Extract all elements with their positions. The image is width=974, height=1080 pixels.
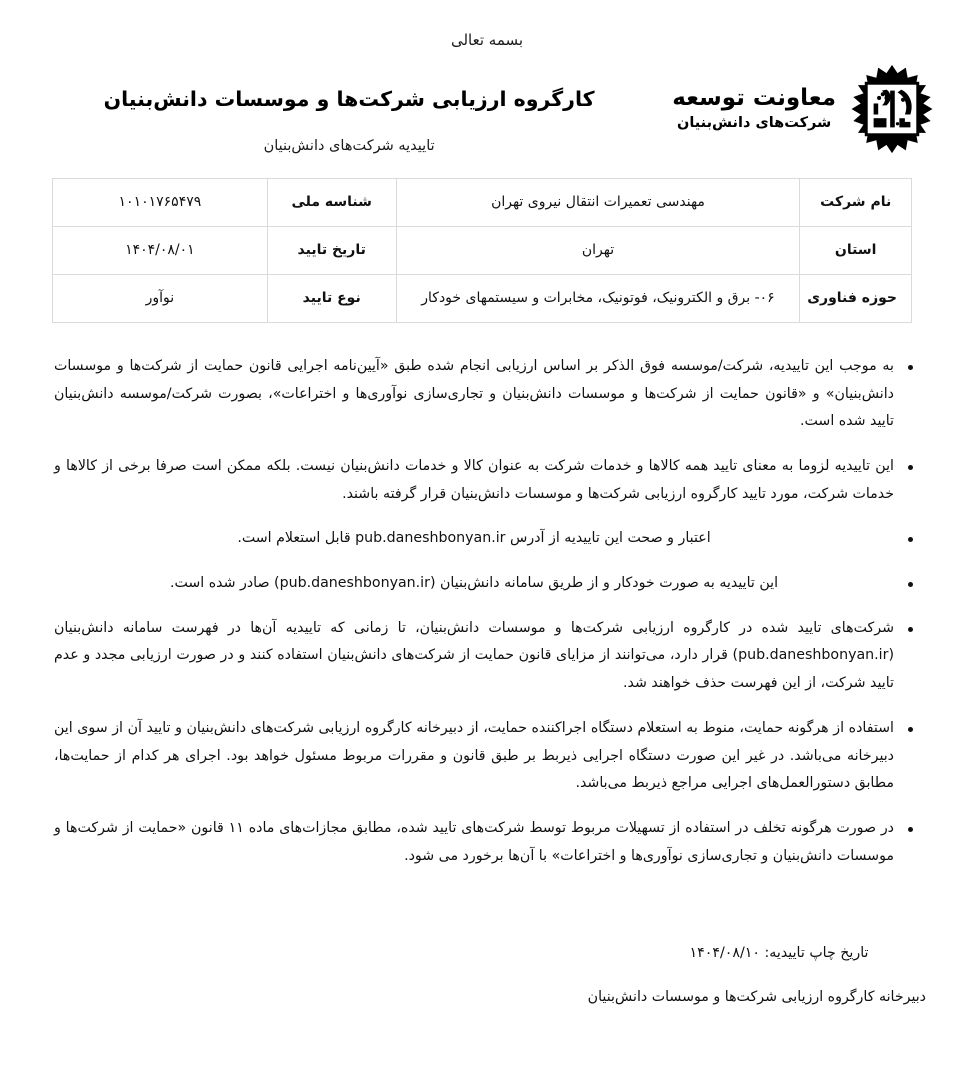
field-label-company-name: نام شرکت [800,178,912,226]
list-item: این تاییدیه لزوما به معنای تایید همه کالاها و خدمات شرکت به عنوان کالا و خدمات دانش‌بنیان نیست. بلکه ممکن است صرفا برخی از کالاها و خدمات شرکت، مورد تایید کارگروه ارزیابی شرکت‌ها و موسسات دانش‌بنیان قرار گرفته باشند. [54,453,916,508]
organization-name [672,84,836,135]
terms-list-section [0,323,974,870]
field-label-approval-date: تاریخ تایید [267,226,396,274]
document-footer [0,887,974,1013]
field-value-technology-field: ۰۶- برق و الکترونیک، فوتونیک، مخابرات و سیستمهای خودکار [396,274,800,322]
table-row [53,274,912,322]
field-value-company-name: مهندسی تعمیرات انتقال نیروی تهران [396,178,800,226]
page-subtitle: تاییدیه شرکت‌های دانش‌بنیان [263,137,435,154]
list-item: این تاییدیه به صورت خودکار و از طریق سامانه دانش‌بنیان (pub.daneshbonyan.ir) صادر شده است. [54,570,916,598]
print-date-line: تاریخ چاپ تاییدیه: ۱۴۰۴/۰۸/۱۰ [689,945,869,962]
list-item: اعتبار و صحت این تاییدیه از آدرس pub.daneshbonyan.ir قابل استعلام است. [54,525,916,553]
field-label-technology-field: حوزه فناوری [800,274,912,322]
company-info-table [52,178,912,323]
list-item: استفاده از هرگونه حمایت، منوط به استعلام دستگاه اجراکننده حمایت، از دبیرخانه کارگروه ارزیابی شرکت‌های دانش‌بنیان و تایید آن از سوی این دبیرخانه می‌باشد. در غیر این صورت دستگاه اجرایی ذیربط بر طبق قانون و مقررات مربوط مسئول خواهد بود. اجرای هر کدام از حمایت‌ها، مطابق دستورالعمل‌های اجرایی مراجع ذیربط می‌باشد. [54,715,916,798]
field-value-approval-date: ۱۴۰۴/۰۸/۰۱ [53,226,268,274]
organization-name-line1: معاونت توسعه [672,84,836,111]
list-item: شرکت‌های تایید شده در کارگروه ارزیابی شرکت‌ها و موسسات دانش‌بنیان، تا زمانی که تاییدیه آن‌ها در فهرست سامانه دانش‌بنیان (pub.daneshbonyan.ir) قرار دارد، می‌توانند از مزایای قانون حمایت از شرکت‌های دانش‌بنیان استفاده کنند و در صورت ارزیابی مجدد و عدم تایید شرکت، از این فهرست حذف خواهند شد. [54,615,916,698]
terms-list [54,353,916,870]
field-label-province: استان [800,226,912,274]
field-value-province: تهران [396,226,800,274]
page-title: کارگروه ارزیابی شرکت‌ها و موسسات دانش‌بنیان [103,87,595,111]
table-row [53,178,912,226]
list-item: به موجب این تاییدیه، شرکت/موسسه فوق الذکر بر اساس ارزیابی انجام شده طبق «آیین‌نامه اجرایی قانون حمایت از شرکت‌ها و موسسات دانش‌بنیان» و «قانون حمایت از شرکت‌ها و موسسات دانش‌بنیان و تجاری‌سازی نوآوری‌ها و اختراعات»، بصورت شرکت/موسسه دانش‌بنیان تایید شده است. [54,353,916,436]
field-label-approval-type: نوع تایید [267,274,396,322]
basmala-text: بسمه تعالی [450,31,524,49]
field-value-approval-type: نوآور [53,274,268,322]
document-header [0,51,974,156]
field-label-national-id: شناسه ملی [267,178,396,226]
issuing-office-line: دبیرخانه کارگروه ارزیابی شرکت‌ها و موسسات دانش‌بنیان [587,989,926,1006]
organization-name-line2: شرکت‌های دانش‌بنیان [676,115,832,132]
organization-logo-block [672,59,938,155]
daneshbonyan-seal-icon [846,63,938,155]
list-item: در صورت هرگونه تخلف در استفاده از تسهیلات مربوط توسط شرکت‌های تایید شده، مطابق مجازات‌های ماده ۱۱ قانون «حمایت از شرکت‌ها و موسسات دانش‌بنیان و تجاری‌سازی نوآوری‌ها و اختراعات» با آن‌ها برخورد می شود. [54,815,916,870]
field-value-national-id: ۱۰۱۰۱۷۶۵۴۷۹ [53,178,268,226]
company-info-table-wrap [0,156,974,323]
title-block [0,59,658,156]
table-row [53,226,912,274]
